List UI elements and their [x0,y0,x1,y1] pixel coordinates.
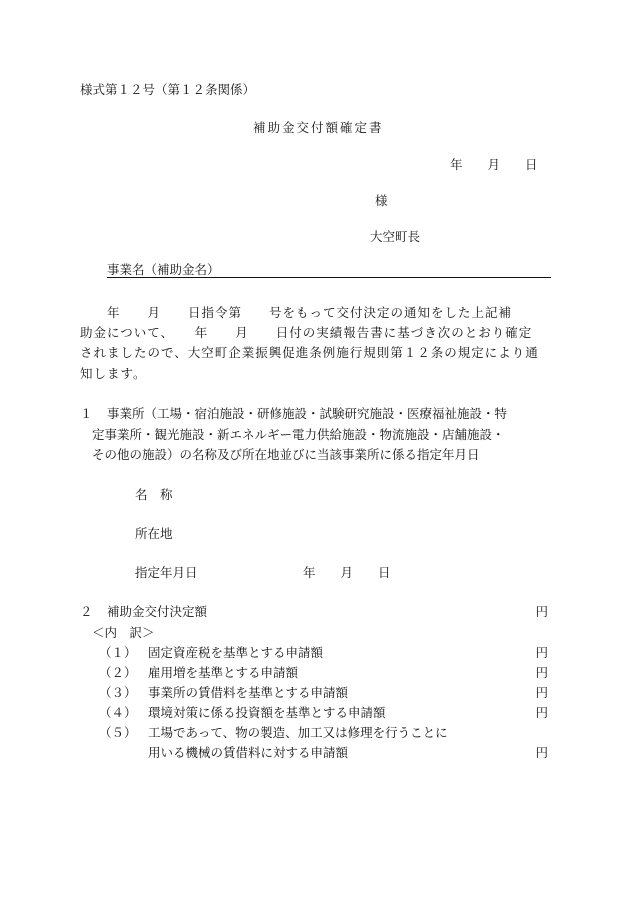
facility-name-label: 名 称 [135,487,173,502]
section-1-line-2: 定事業所・観光施設・新エネルギー電力供給施設・物流施設・店舗施設・ [92,427,505,442]
item-2-unit: 円 [535,665,548,680]
item-2-label: 雇用増を基準とする申請額 [148,665,299,680]
item-1-label: 固定資産税を基準とする申請額 [148,645,324,660]
addressee-suffix: 様 [375,193,388,208]
designation-date-value: 年 月 日 [303,565,391,580]
item-5-label-line-1: 工場であって、物の製造、加工又は修理を行うことに [148,725,448,740]
section-2-number: ２ [80,604,93,619]
body-line-1: 年 月 日指令第 号をもって交付決定の通知をした上記補 [80,305,513,320]
item-2-number: （２） [99,665,137,680]
designation-date-label: 指定年月日 [135,565,198,580]
section-1-line-1: 事業所（工場・宿泊施設・研修施設・試験研究施設・医療福祉施設・特 [107,406,508,421]
item-3-number: （３） [99,685,137,700]
item-5-label-line-2: 用いる機械の賃借料に対する申請額 [148,745,349,760]
item-5-number: （５） [99,725,137,740]
item-3-unit: 円 [535,685,548,700]
facility-address-label: 所在地 [135,526,173,541]
date-line: 年 月 日 [450,157,538,172]
issuer-name: 大空町長 [370,229,421,244]
item-4-number: （４） [99,705,137,720]
document-title: 補助金交付額確定書 [253,120,384,135]
item-5-unit: 円 [535,745,548,760]
item-4-label: 環境対策に係る投資額を基準とする申請額 [148,705,386,720]
body-line-3: されましたので、大空町企業振興促進条例施行規則第１２条の規定により通 [80,345,539,360]
item-4-unit: 円 [535,705,548,720]
body-line-4: 知します。 [80,366,147,381]
section-2-title: 補助金交付決定額 [107,604,208,619]
breakdown-label: ＜内 訳＞ [92,625,155,640]
body-line-2: 助金について、 年 月 日付の実績報告書に基づき次のとおり確定 [80,325,533,340]
item-3-label: 事業所の賃借料を基準とする申請額 [148,685,349,700]
section-1-number: １ [80,406,93,421]
item-1-number: （１） [99,645,137,660]
form-number: 様式第１２号（第１２条関係） [80,82,256,97]
section-1-line-3: その他の施設）の名称及び所在地並びに当該事業所に係る指定年月日 [92,447,480,462]
project-name-label: 事業名（補助金名） [107,262,220,277]
project-name-underline [107,277,551,278]
item-1-unit: 円 [535,645,548,660]
section-2-unit: 円 [535,604,548,619]
